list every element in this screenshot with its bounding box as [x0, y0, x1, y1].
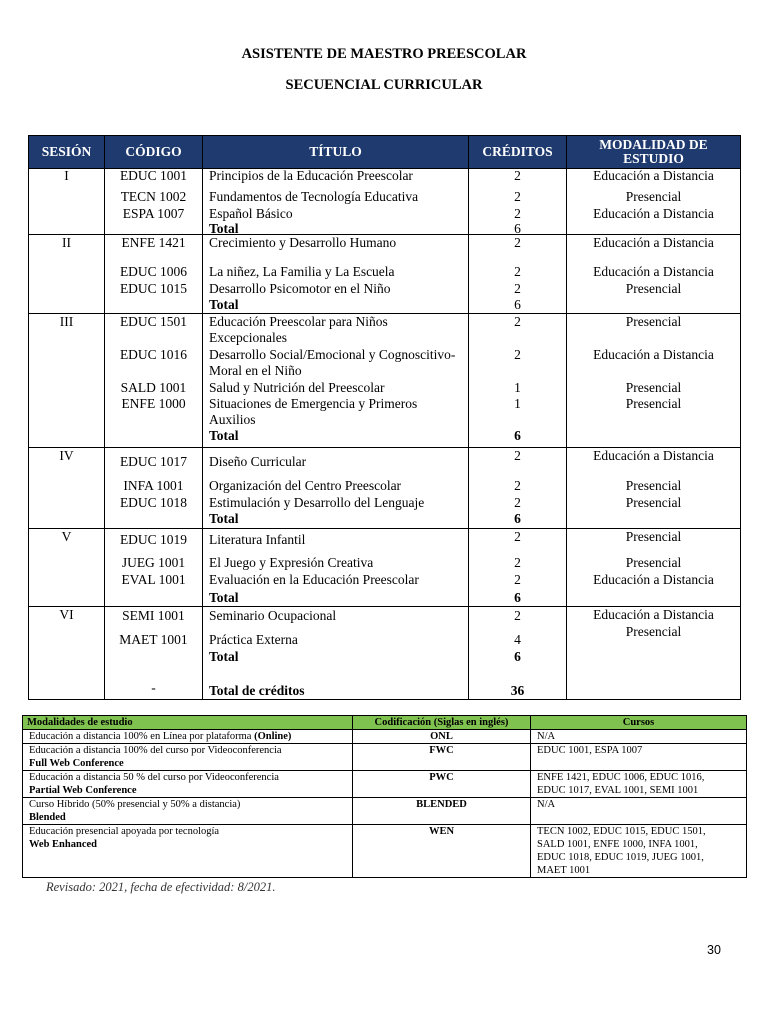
course-title: Seminario Ocupacional	[209, 608, 337, 623]
credit-value: 1	[514, 380, 521, 395]
credit-value: 2	[514, 347, 521, 362]
modality: Presencial	[625, 529, 682, 544]
modality-courses: N/A	[531, 798, 747, 825]
legend-row	[23, 825, 747, 878]
modality-description: Educación a distancia 100% en Línea por plataforma	[29, 731, 255, 742]
modality: Presencial	[625, 380, 682, 395]
modality-courses: ENFE 1421, EDUC 1006, EDUC 1016,	[537, 772, 705, 783]
modality-code: ONL	[353, 730, 531, 744]
course-title: Desarrollo Social/Emocional y Cognoscitivo-	[209, 347, 456, 362]
session-label: I	[64, 168, 69, 183]
course-code: EDUC 1501	[119, 314, 188, 329]
credit-value: 2	[514, 168, 521, 183]
credit-value: 2	[514, 314, 521, 329]
revision-note: Revisado: 2021, fecha de efectividad: 8/2021.	[46, 880, 276, 894]
total-label: Total	[209, 297, 239, 312]
col-header-modality: MODALIDAD DE ESTUDIO	[567, 136, 741, 169]
modality-english-name: Web Enhanced	[29, 839, 97, 850]
modality: Presencial	[625, 314, 682, 329]
modality: Educación a Distancia	[593, 572, 714, 587]
total-credits: 6	[514, 649, 521, 664]
course-code: SALD 1001	[120, 380, 187, 395]
legend-header-modalities: Modalidades de estudio	[23, 716, 353, 730]
legend-header-courses: Cursos	[531, 716, 747, 730]
course-code: EDUC 1001	[119, 168, 188, 183]
total-label: Total	[209, 428, 239, 443]
session-label: VI	[59, 607, 74, 622]
modality: Educación a Distancia	[593, 206, 714, 221]
course-code: EDUC 1018	[119, 495, 188, 510]
course-title: Auxilios	[209, 412, 256, 427]
modality-code: BLENDED	[353, 798, 531, 825]
credit-value: 2	[514, 189, 521, 204]
session-row	[29, 314, 741, 448]
course-code: EDUC 1015	[119, 281, 188, 296]
course-title: Principios de la Educación Preescolar	[209, 168, 413, 183]
modalities-legend-table	[22, 715, 747, 878]
modality: Educación a Distancia	[593, 607, 714, 622]
course-title: Crecimiento y Desarrollo Humano	[209, 235, 397, 250]
course-title: Estimulación y Desarrollo del Lenguaje	[209, 495, 425, 510]
legend-header-row	[23, 716, 747, 730]
total-credits: 6	[514, 428, 521, 443]
course-code: EDUC 1019	[119, 532, 188, 547]
session-label: III	[59, 314, 74, 329]
table-header-row	[29, 136, 741, 169]
legend-header-code: Codificación (Siglas en inglés)	[353, 716, 531, 730]
modality-description: Educación presencial apoyada por tecnología	[29, 826, 220, 837]
col-header-title: TÍTULO	[203, 136, 469, 169]
credit-value: 2	[514, 529, 521, 544]
modality-description: Curso Híbrido (50% presencial y 50% a distancia)	[29, 799, 241, 810]
credit-value: 1	[514, 396, 521, 411]
credit-value: 2	[514, 555, 521, 570]
course-code: ESPA 1007	[122, 206, 185, 221]
modality-courses: N/A	[531, 730, 747, 744]
total-credits: 6	[514, 590, 521, 605]
session-row	[29, 169, 741, 235]
credit-value: 2	[514, 572, 521, 587]
session-row	[29, 529, 741, 607]
modality: Presencial	[625, 555, 682, 570]
total-label: Total	[209, 221, 239, 236]
course-title: Fundamentos de Tecnología Educativa	[209, 189, 419, 204]
modality-english-name: (Online)	[254, 731, 292, 742]
legend-row	[23, 771, 747, 798]
session-label: IV	[59, 448, 74, 463]
course-code: TECN 1002	[120, 189, 187, 204]
col-header-credits: CRÉDITOS	[469, 136, 567, 169]
credit-value: 2	[514, 235, 521, 250]
total-label: Total	[209, 511, 239, 526]
course-code: EVAL 1001	[121, 572, 186, 587]
course-code: JUEG 1001	[121, 555, 186, 570]
modality-courses: MAET 1001	[537, 865, 591, 876]
course-code: ENFE 1000	[121, 396, 186, 411]
modality: Educación a Distancia	[593, 448, 714, 463]
modality-courses: SALD 1001, ENFE 1000, INFA 1001,	[537, 839, 698, 850]
modality-courses: TECN 1002, EDUC 1015, EDUC 1501,	[537, 826, 706, 837]
course-code: INFA 1001	[123, 478, 184, 493]
credit-value: 2	[514, 206, 521, 221]
credit-value: 2	[514, 448, 521, 463]
modality-courses: EDUC 1001, ESPA 1007	[531, 744, 747, 771]
course-title: Literatura Infantil	[209, 532, 306, 547]
session-row	[29, 607, 741, 700]
session-label: II	[62, 235, 71, 250]
modality-description: Educación a distancia 50 % del curso por Videoconferencia	[29, 772, 279, 783]
legend-row	[23, 744, 747, 771]
document-subtitle: SECUENCIAL CURRICULAR	[285, 77, 483, 93]
course-code: MAET 1001	[119, 632, 188, 647]
modality-english-name: Blended	[29, 812, 66, 823]
col-header-code: CÓDIGO	[105, 136, 203, 169]
total-label: Total	[209, 590, 239, 605]
course-title: El Juego y Expresión Creativa	[209, 555, 374, 570]
credit-value: 4	[514, 632, 521, 647]
course-title: Organización del Centro Preescolar	[209, 478, 402, 493]
credit-value: 2	[514, 495, 521, 510]
course-title: Educación Preescolar para Niños	[209, 314, 388, 329]
total-credits: 6	[514, 297, 521, 312]
modality-description: Educación a distancia 100% del curso por Videoconferencia	[29, 745, 282, 756]
page-number: 30	[707, 943, 721, 957]
modality: Educación a Distancia	[593, 168, 714, 183]
course-code: SEMI 1001	[122, 608, 185, 623]
modality: Presencial	[625, 624, 682, 639]
course-title: Práctica Externa	[209, 632, 298, 647]
modality: Presencial	[625, 478, 682, 493]
total-credits: 6	[514, 221, 521, 236]
legend-row	[23, 798, 747, 825]
total-label: Total	[209, 649, 239, 664]
total-credits: 6	[514, 511, 521, 526]
document-title: ASISTENTE DE MAESTRO PREESCOLAR	[241, 46, 527, 62]
course-code: EDUC 1006	[119, 264, 188, 279]
course-title: Excepcionales	[209, 330, 287, 345]
course-code: EDUC 1017	[119, 454, 188, 469]
curriculum-table	[28, 135, 741, 700]
course-title: Salud y Nutrición del Preescolar	[209, 380, 385, 395]
course-title: La niñez, La Familia y La Escuela	[209, 264, 395, 279]
credit-value: 2	[514, 478, 521, 493]
grand-total-credits: 36	[510, 683, 525, 698]
modality-code: FWC	[353, 744, 531, 771]
modality: Presencial	[625, 396, 682, 411]
course-code: ENFE 1421	[121, 235, 186, 250]
modality-code: PWC	[353, 771, 531, 798]
modality-courses: EDUC 1017, EVAL 1001, SEMI 1001	[537, 785, 699, 796]
total-credits-label: Total de créditos	[209, 683, 305, 698]
credit-value: 2	[514, 264, 521, 279]
legend-row	[23, 730, 747, 744]
modality: Educación a Distancia	[593, 264, 714, 279]
modality-courses: EDUC 1018, EDUC 1019, JUEG 1001,	[537, 852, 704, 863]
modality-english-name: Full Web Conference	[29, 758, 124, 769]
modality: Presencial	[625, 189, 682, 204]
course-title: Desarrollo Psicomotor en el Niño	[209, 281, 391, 296]
course-code: EDUC 1016	[119, 347, 188, 362]
session-row	[29, 448, 741, 529]
course-title: Diseño Curricular	[209, 454, 307, 469]
modality-english-name: Partial Web Conference	[29, 785, 137, 796]
course-title: Evaluación en la Educación Preescolar	[209, 572, 419, 587]
course-title: Situaciones de Emergencia y Primeros	[209, 396, 418, 411]
modality: Educación a Distancia	[593, 235, 714, 250]
course-code: -	[151, 680, 156, 695]
credit-value: 2	[514, 608, 521, 623]
credit-value: 2	[514, 281, 521, 296]
modality: Educación a Distancia	[593, 347, 714, 362]
modality-code: WEN	[353, 825, 531, 878]
modality: Presencial	[625, 495, 682, 510]
modality: Presencial	[625, 281, 682, 296]
course-title: Moral en el Niño	[209, 363, 302, 378]
session-row	[29, 235, 741, 314]
col-header-session: SESIÓN	[29, 136, 105, 169]
course-title: Español Básico	[209, 206, 293, 221]
session-label: V	[61, 529, 72, 544]
